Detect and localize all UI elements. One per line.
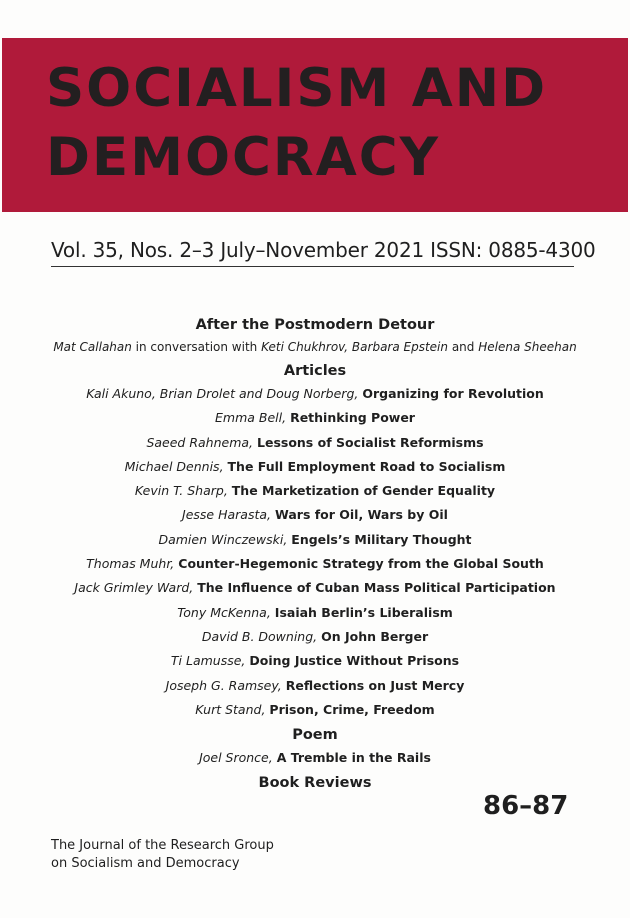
journal-description: [51, 837, 274, 873]
article-author: Joseph G. Ramsey,: [165, 677, 282, 693]
issue-number: 86–87: [483, 791, 569, 821]
article-title: On John Berger: [321, 628, 429, 644]
article-list: [0, 382, 630, 722]
article-author: Ti Lamusse,: [170, 653, 246, 669]
article-title: Counter-Hegemonic Strategy from the Global South: [178, 556, 544, 572]
article-entry: [0, 503, 630, 527]
article-title: Reflections on Just Mercy: [285, 677, 465, 693]
article-entry: [0, 406, 630, 430]
journal-title-line-1: SOCIALISM AND: [46, 58, 548, 119]
article-entry: [0, 576, 630, 600]
feature-and: and: [448, 340, 479, 354]
article-author: Jack Grimley Ward,: [74, 580, 194, 596]
poem-entry: [0, 746, 630, 770]
article-entry: [0, 528, 630, 552]
poem-title: A Tremble in the Rails: [276, 750, 431, 766]
journal-line-2: on Socialism and Democracy: [51, 856, 240, 871]
articles-heading: Articles: [283, 363, 347, 379]
article-author: Kali Akuno, Brian Drolet and Doug Norberg,: [86, 386, 359, 401]
book-reviews-heading: Book Reviews: [258, 775, 372, 792]
issue-info: Vol. 35, Nos. 2–3 July–November 2021 ISSN: 0885-4300: [51, 238, 574, 267]
feature-byline: [0, 336, 630, 358]
article-entry: [0, 382, 630, 406]
feature-co-authors: Keti Chukhrov, Barbara Epstein: [261, 340, 448, 354]
feature-last-author: Helena Sheehan: [478, 340, 577, 354]
article-title: Organizing for Revolution: [362, 386, 544, 401]
article-title: The Influence of Cuban Mass Political Participation: [197, 580, 556, 596]
article-entry: [0, 552, 630, 576]
article-entry: [0, 674, 630, 698]
feature-lead-author: Mat Callahan: [53, 340, 132, 354]
article-entry: [0, 649, 630, 673]
article-entry: [0, 479, 630, 503]
article-author: David B. Downing,: [201, 628, 318, 644]
article-title: Engels’s Military Thought: [291, 531, 472, 547]
article-title: Isaiah Berlin’s Liberalism: [274, 604, 453, 620]
article-author: Emma Bell,: [215, 410, 287, 426]
article-entry: [0, 698, 630, 722]
feature-title: After the Postmodern Detour: [195, 317, 435, 333]
article-title: Rethinking Power: [290, 410, 415, 426]
article-title: Prison, Crime, Freedom: [269, 701, 435, 717]
article-author: Kevin T. Sharp,: [134, 483, 228, 499]
article-title: Lessons of Socialist Reformisms: [257, 434, 484, 450]
article-author: Saeed Rahnema,: [146, 434, 254, 450]
journal-line-1: The Journal of the Research Group: [51, 838, 274, 853]
table-of-contents: [0, 312, 630, 794]
article-entry: [0, 455, 630, 479]
article-entry: [0, 625, 630, 649]
article-entry: [0, 431, 630, 455]
poem-author: Joel Sronce,: [199, 750, 273, 766]
article-author: Thomas Muhr,: [86, 556, 175, 572]
article-author: Michael Dennis,: [124, 458, 224, 474]
article-title: The Marketization of Gender Equality: [231, 483, 496, 499]
article-title: The Full Employment Road to Socialism: [227, 458, 506, 474]
article-entry: [0, 601, 630, 625]
article-author: Kurt Stand,: [195, 701, 266, 717]
article-author: Jesse Harasta,: [182, 507, 272, 523]
poem-heading: Poem: [292, 727, 338, 744]
article-author: Damien Winczewski,: [158, 531, 288, 547]
feature-connector: in conversation with: [131, 340, 262, 354]
article-title: Doing Justice Without Prisons: [249, 653, 460, 669]
article-title: Wars for Oil, Wars by Oil: [275, 507, 448, 523]
journal-title-line-2: DEMOCRACY: [46, 127, 440, 188]
article-author: Tony McKenna,: [177, 604, 271, 620]
